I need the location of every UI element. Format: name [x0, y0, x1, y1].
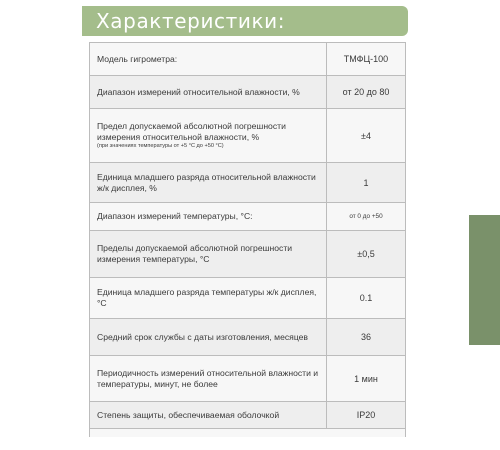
value-cell: ТМФЦ-100 [343, 54, 389, 64]
table-row [90, 76, 405, 109]
value-cell: 1 мин [354, 373, 378, 384]
param-cell [90, 109, 327, 162]
table-row [90, 109, 405, 163]
param-label: Средний срок службы с даты изготовления, месяцев [97, 331, 308, 342]
value-cell: 0.1 [359, 293, 373, 303]
param-cell [90, 231, 327, 277]
side-accent-tab [469, 215, 500, 345]
param-label: Степень защиты, обеспечиваемая оболочкой [97, 409, 280, 420]
param-cell [90, 76, 327, 108]
value-cell: IP20 [356, 410, 376, 420]
param-cell [90, 356, 327, 401]
value-cell: 36 [360, 332, 371, 342]
table-row [90, 319, 405, 356]
param-label: Периодичность измерений относительной влажности и температуры, минут, не более [97, 367, 319, 389]
value-cell: от 0 до +50 [349, 213, 383, 220]
param-label: Предел допускаемой абсолютной погрешности измерения относительной влажности, % [97, 120, 286, 142]
param-label: Модель гигрометра: [97, 53, 178, 64]
page-title: Характеристики: [96, 9, 286, 33]
table-row [90, 231, 405, 278]
value-cell: от 20 до 80 [342, 87, 390, 97]
table-row [90, 356, 405, 402]
param-cell [90, 163, 327, 202]
param-label: Диапазон измерений относительной влажности, % [97, 86, 300, 97]
param-cell [90, 319, 327, 355]
specs-table [89, 42, 406, 437]
param-label: Пределы допускаемой абсолютной погрешности измерения температуры, °С [97, 243, 293, 264]
param-label: Единица младшего разряда относительной влажности ж/к дисплея, % [97, 171, 316, 193]
param-label: Диапазон измерений температуры, °С: [97, 211, 253, 222]
header-banner [82, 6, 408, 36]
param-note: (при значениях температуры от +5 °С до +50 °С) [97, 143, 224, 150]
table-row [90, 278, 405, 319]
table-row [90, 402, 405, 429]
param-cell [90, 278, 327, 318]
param-cell [90, 43, 327, 75]
value-cell: ±4 [361, 130, 371, 141]
param-cell [90, 402, 327, 428]
table-row [90, 163, 405, 203]
param-label: Единица младшего разряда температуры ж/к дисплея, °С [97, 287, 317, 308]
table-row [90, 43, 405, 76]
table-row [90, 203, 405, 231]
param-cell [90, 203, 327, 230]
value-cell: ±0,5 [357, 249, 375, 259]
value-cell: 1 [363, 177, 369, 188]
